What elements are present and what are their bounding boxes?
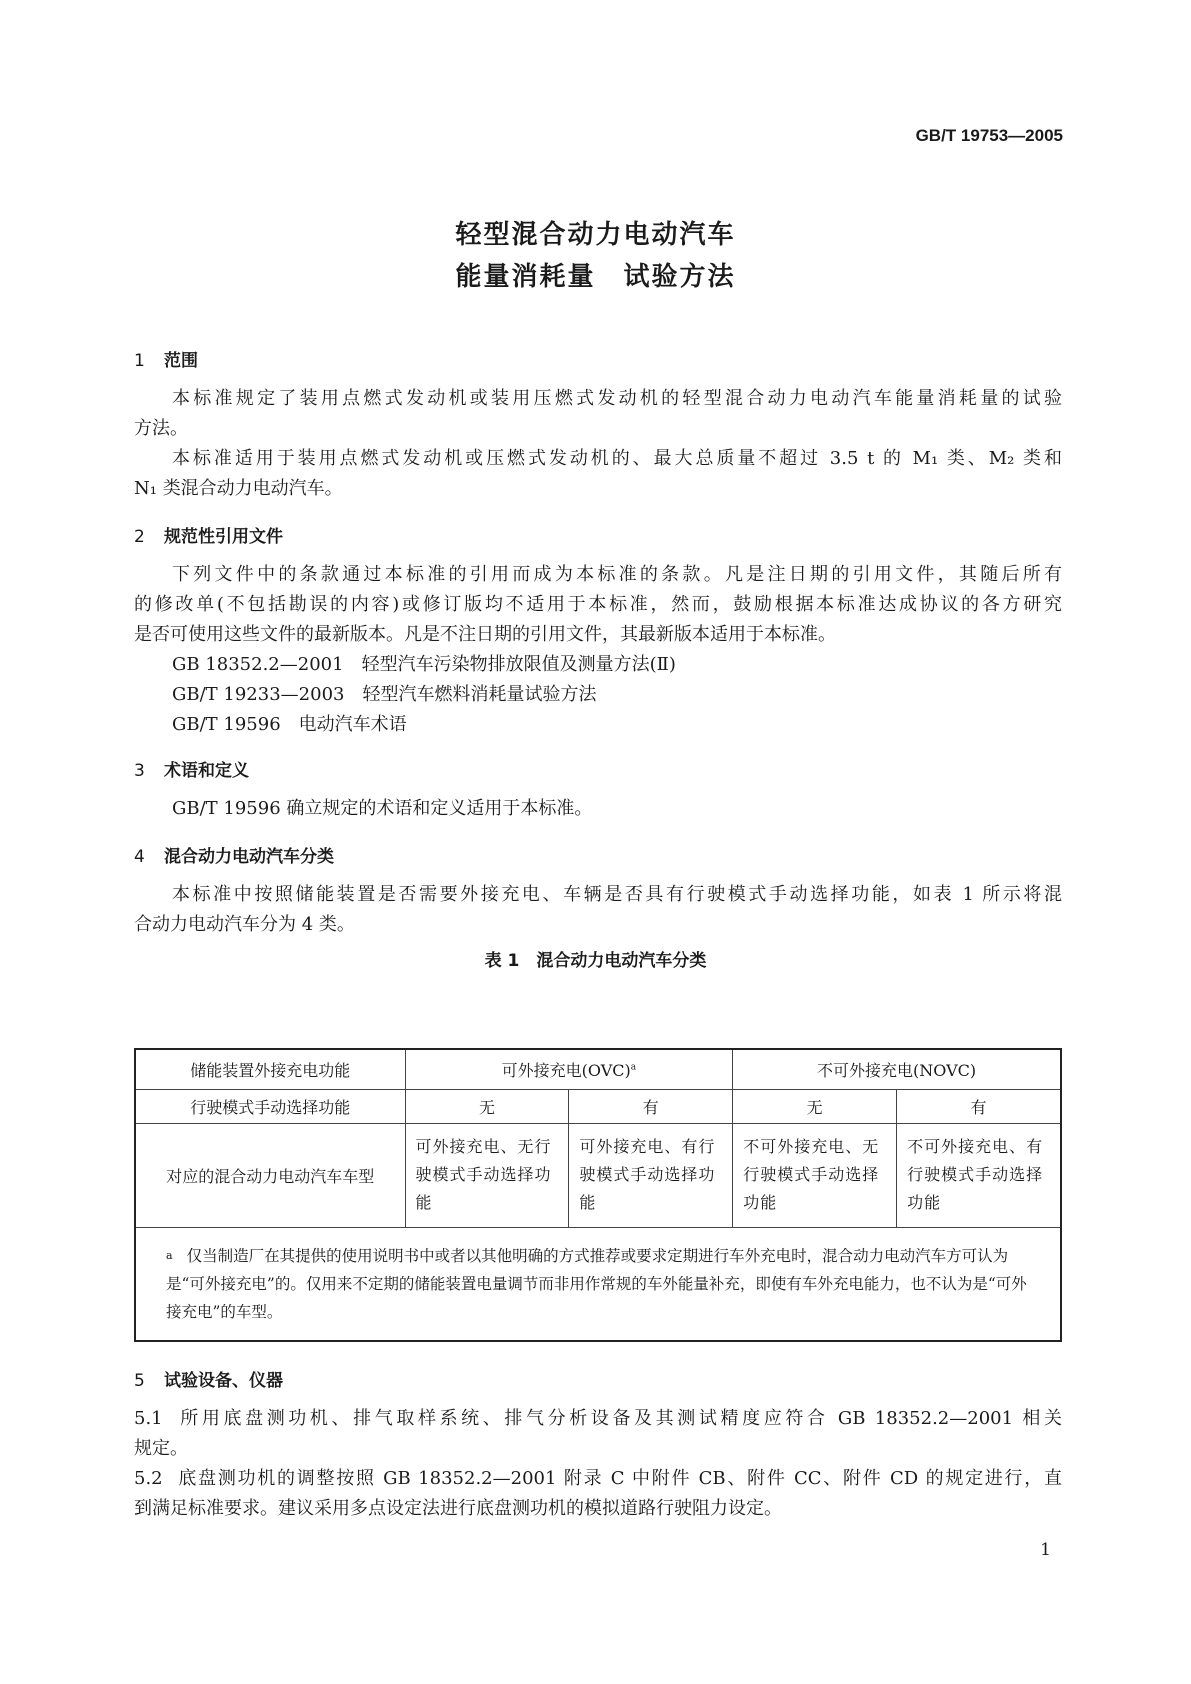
clause-5-1-line [134, 1404, 1062, 1434]
novc-header: 不可外接充电(NOVC) [733, 1049, 1061, 1089]
section-title: 术语和定义 [164, 761, 249, 781]
table-row [135, 1049, 1061, 1089]
section-2-heading [134, 522, 283, 547]
row-label: 对应的混合动力电动汽车车型 [135, 1123, 405, 1227]
clause-text: 所用底盘测功机、排气取样系统、排气分析设备及其测试精度应符合 GB 18352.2—2001 相关 [176, 1408, 1062, 1429]
paragraph-line: 本标准规定了装用点燃式发动机或装用压燃式发动机的轻型混合动力电动汽车能量消耗量的试验 [172, 388, 1062, 409]
table-cell: 可外接充电、无行驶模式手动选择功能 [405, 1123, 569, 1227]
table-caption: 表 1 混合动力电动汽车分类 [484, 951, 707, 971]
page-number: 1 [1040, 1540, 1051, 1560]
section-number: 3 [134, 761, 145, 781]
table-cell: 不可外接充电、无行驶模式手动选择功能 [733, 1123, 897, 1227]
footnote-text: 仅当制造厂在其提供的使用说明书中或者以其他明确的方式推荐或要求定期进行车外充电时，混合动力电动汽车方可认为是“可外接充电”的。仅用来不定期的储能装置电量调节而非用作常规的车外能量补充，即使有车外充电能力，也不认为是“可外接充电”的车型。 [166, 1246, 1027, 1321]
section-number: 1 [134, 351, 145, 371]
section-title: 混合动力电动汽车分类 [164, 847, 334, 867]
section-number: 5 [134, 1371, 145, 1391]
row-label: 储能装置外接充电功能 [135, 1049, 405, 1089]
ovc-label: 可外接充电(OVC) [501, 1060, 631, 1080]
title-line-1: 轻型混合动力电动汽车 [455, 220, 736, 250]
paragraph-line: 的修改单(不包括勘误的内容)或修订版均不适用于本标准，然而，鼓励根据本标准达成协议的各方研究 [134, 594, 1062, 615]
table-cell: 无 [405, 1089, 569, 1123]
ovc-header [405, 1049, 733, 1089]
table-footnote [135, 1227, 1061, 1341]
paragraph-line: N₁ 类混合动力电动汽车。 [134, 478, 343, 499]
clause-number: 5.1 [134, 1408, 163, 1429]
section-title: 范围 [164, 351, 198, 371]
clause-text: 底盘测功机的调整按照 GB 18352.2—2001 附录 C 中附件 CB、附件 CC、附件 CD 的规定进行，直 [176, 1468, 1062, 1489]
title-line-2: 能量消耗量 试验方法 [455, 262, 736, 292]
paragraph-line: 是否可使用这些文件的最新版本。凡是不注日期的引用文件，其最新版本适用于本标准。 [134, 624, 836, 645]
table-cell: 不可外接充电、有行驶模式手动选择功能 [897, 1123, 1061, 1227]
footnote-ref: a [630, 1062, 637, 1073]
table-cell: 有 [897, 1089, 1061, 1123]
table-row [135, 1089, 1061, 1123]
reference-item: GB/T 19233—2003 轻型汽车燃料消耗量试验方法 [172, 684, 597, 705]
clause-5-2-line [134, 1464, 1062, 1494]
paragraph-line: 到满足标准要求。建议采用多点设定法进行底盘测功机的模拟道路行驶阻力设定。 [134, 1498, 782, 1519]
table-cell: 有 [569, 1089, 733, 1123]
table-row [135, 1123, 1061, 1227]
standard-number: GB/T 19753—2005 [915, 126, 1063, 145]
reference-item: GB 18352.2—2001 轻型汽车污染物排放限值及测量方法(Ⅱ) [172, 654, 676, 675]
section-5-heading [134, 1366, 283, 1391]
row-label: 行驶模式手动选择功能 [135, 1089, 405, 1123]
section-number: 2 [134, 527, 145, 547]
section-1-heading [134, 346, 198, 371]
clause-number: 5.2 [134, 1468, 163, 1489]
table-cell: 无 [733, 1089, 897, 1123]
footnote-mark: a [166, 1248, 173, 1262]
paragraph-line: 本标准中按照储能装置是否需要外接充电、车辆是否具有行驶模式手动选择功能，如表 1 所示将混 [172, 884, 1062, 905]
section-4-heading [134, 842, 334, 867]
paragraph-line: 规定。 [134, 1438, 188, 1459]
reference-item: GB/T 19596 电动汽车术语 [172, 714, 407, 735]
paragraph-line: 下列文件中的条款通过本标准的引用而成为本标准的条款。凡是注日期的引用文件，其随后所有 [172, 564, 1062, 585]
section-title: 试验设备、仪器 [164, 1371, 283, 1391]
section-number: 4 [134, 847, 145, 867]
classification-table [134, 1048, 1062, 1342]
table-footnote-row [135, 1227, 1061, 1341]
section-3-heading [134, 756, 249, 781]
paragraph-line: 本标准适用于装用点燃式发动机或压燃式发动机的、最大总质量不超过 3.5 t 的 M₁ 类、M₂ 类和 [172, 448, 1062, 469]
paragraph-line: 合动力电动汽车分为 4 类。 [134, 914, 355, 935]
paragraph-line: 方法。 [134, 418, 188, 439]
paragraph-line: GB/T 19596 确立规定的术语和定义适用于本标准。 [172, 798, 593, 819]
section-title: 规范性引用文件 [164, 527, 283, 547]
table-cell: 可外接充电、有行驶模式手动选择功能 [569, 1123, 733, 1227]
